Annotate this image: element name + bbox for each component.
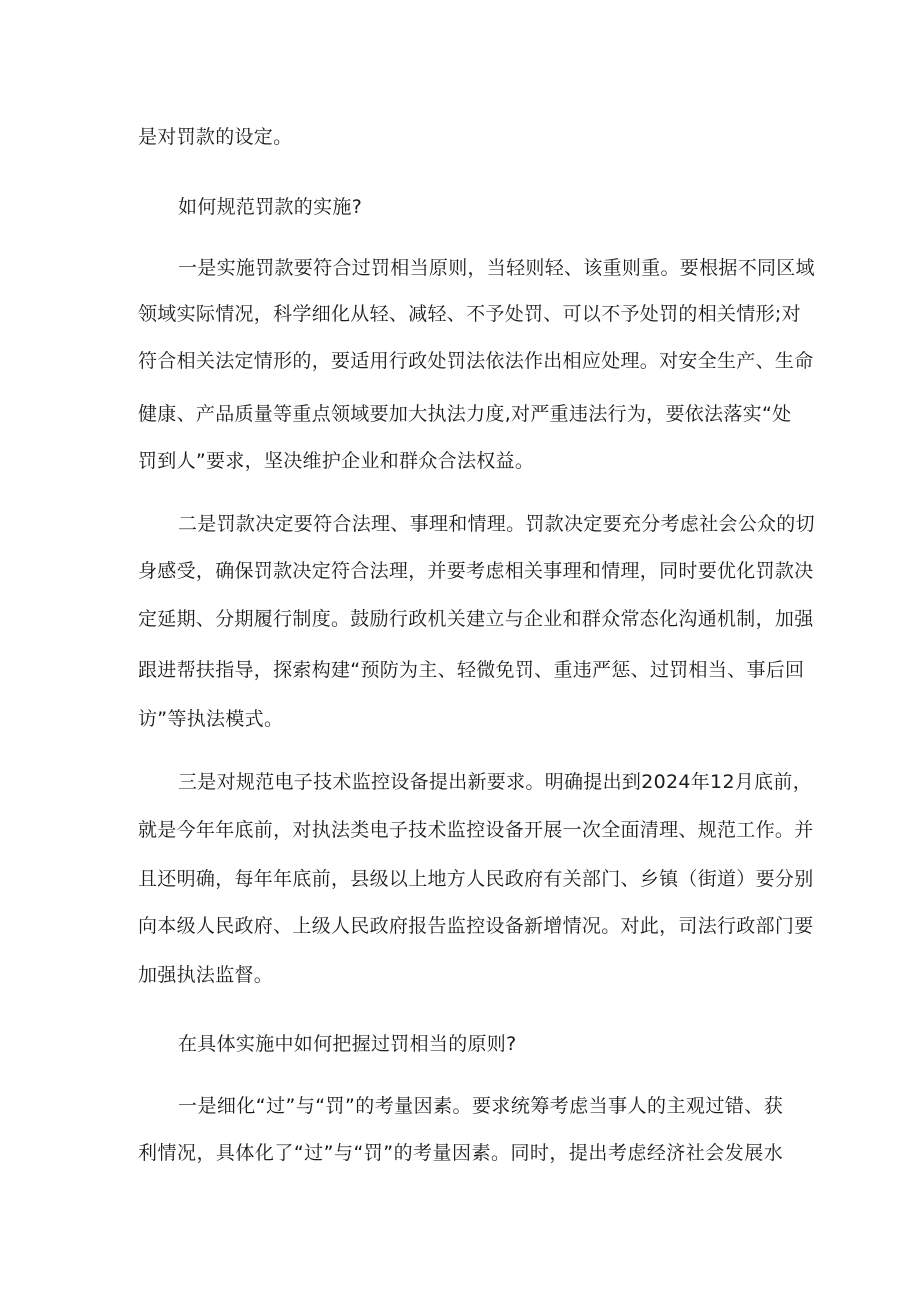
paragraph-line: 健康、产品质量等重点领域要加大执法力度,对严重违法行为，要依法落实“处	[138, 403, 792, 425]
paragraph-line: 定延期、分期履行制度。鼓励行政机关建立与企业和群众常态化沟通机制，加强	[138, 608, 814, 630]
paragraph-line: 二是罚款决定要符合法理、事理和情理。罚款决定要充分考虑社会公众的切	[178, 513, 815, 535]
paragraph-line: 访”等执法模式。	[138, 708, 284, 730]
paragraph-line: 一是细化“过”与“罚”的考量因素。要求统筹考虑当事人的主观过错、获	[178, 1095, 783, 1117]
paragraph-line: 是对罚款的设定。	[138, 126, 293, 148]
paragraph-line: 跟进帮扶指导，探索构建“预防为主、轻微免罚、重违严惩、过罚相当、事后回	[138, 659, 805, 681]
section-heading: 如何规范罚款的实施?	[178, 196, 363, 218]
paragraph-line: 利情况，具体化了“过”与“罚”的考量因素。同时，提出考虑经济社会发展水	[138, 1142, 783, 1164]
paragraph-line: 符合相关法定情形的，要适用行政处罚法依法作出相应处理。对安全生产、生命	[138, 350, 814, 372]
paragraph-line: 三是对规范电子技术监控设备提出新要求。明确提出到2024年12月底前，	[178, 771, 813, 793]
paragraph-line: 向本级人民政府、上级人民政府报告监控设备新增情况。对此，司法行政部门要	[138, 915, 814, 937]
paragraph-line: 一是实施罚款要符合过罚相当原则，当轻则轻、该重则重。要根据不同区域	[178, 257, 815, 279]
paragraph-line: 且还明确，每年年底前，县级以上地方人民政府有关部门、乡镇（街道）要分别	[138, 868, 814, 890]
section-heading: 在具体实施中如何把握过罚相当的原则?	[178, 1033, 517, 1055]
paragraph-line: 领域实际情况，科学细化从轻、减轻、不予处罚、可以不予处罚的相关情形;对	[138, 303, 801, 325]
paragraph-line: 就是今年年底前，对执法类电子技术监控设备开展一次全面清理、规范工作。并	[138, 819, 814, 841]
paragraph-line: 加强执法监督。	[138, 964, 274, 986]
paragraph-line: 罚到人”要求，坚决维护企业和群众合法权益。	[138, 450, 535, 472]
paragraph-line: 身感受，确保罚款决定符合法理，并要考虑相关事理和情理，同时要优化罚款决	[138, 560, 814, 582]
